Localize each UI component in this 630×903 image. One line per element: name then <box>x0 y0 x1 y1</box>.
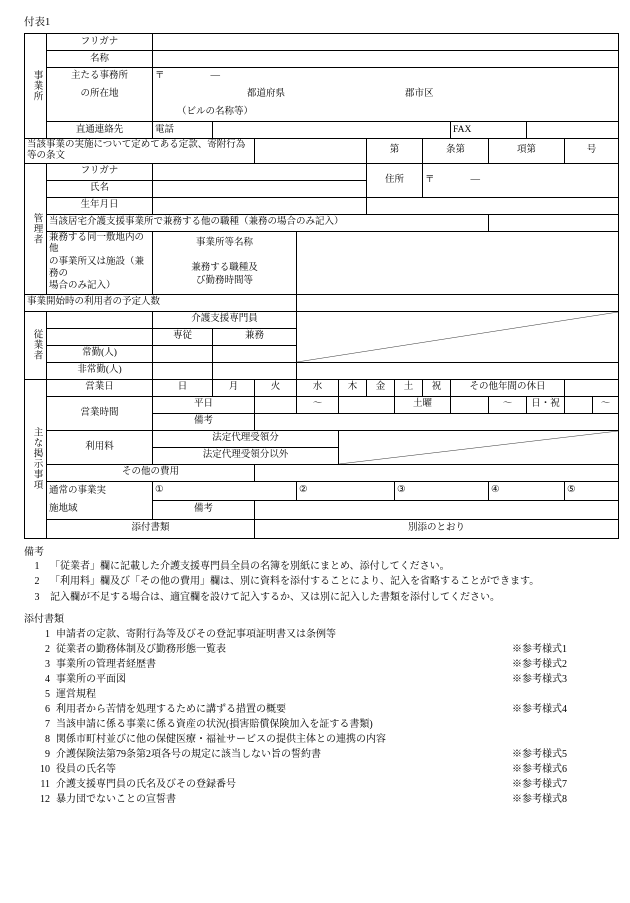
attachment-text: 関係市町村並びに他の保健医療・福祉サービスの提供主体との連携の内容 <box>56 734 386 746</box>
document-label: 付表1 <box>24 17 51 28</box>
attachment-item <box>24 642 612 657</box>
staff-diagonal-area-2 <box>297 362 619 379</box>
attachment-text: 役員の氏名等 <box>56 764 116 776</box>
label-office-tel: 電話 <box>153 122 213 139</box>
label-staff-regular: 常勤(人) <box>47 345 153 362</box>
label-clause-jou: 条第 <box>423 139 489 164</box>
input-weekday-to[interactable] <box>339 396 395 413</box>
label-other-cost: その他の費用 <box>47 464 255 481</box>
label-clause-kou: 項第 <box>489 139 565 164</box>
label-office-fax: FAX <box>451 122 527 139</box>
attachment-number: 12 <box>40 794 50 806</box>
label-saturday-tilde: 〜 <box>489 396 527 413</box>
input-manager-job-hours[interactable] <box>297 256 619 295</box>
remarks-item-text: 「利用料」欄及び「その他の費用」欄は、別に資料を添付することにより、記入を省略することができます。 <box>50 576 540 588</box>
attachment-number: 6 <box>45 704 50 716</box>
remarks-item-number: 1 <box>34 560 40 572</box>
label-sunday: 日・祝 <box>527 396 565 413</box>
postal-mark-icon: 〒 <box>155 71 165 82</box>
attachment-ref <box>512 687 612 702</box>
table-row <box>25 464 619 481</box>
label-fee: 利用料 <box>47 430 153 464</box>
attachment-number: 9 <box>45 749 50 761</box>
postal-dash-manager: — <box>470 174 481 185</box>
label-office-address-line2: の所在地 <box>47 86 153 104</box>
attachment-ref: ※参考様式6 <box>512 764 567 776</box>
attachment-number: 11 <box>40 779 50 791</box>
input-manager-other-job[interactable] <box>489 214 619 231</box>
day-cell-sat[interactable]: 土 <box>395 379 423 396</box>
table-row <box>25 122 619 139</box>
label-office-furigana: フリガナ <box>47 34 153 51</box>
input-manager-name[interactable] <box>153 180 367 197</box>
input-manager-furigana[interactable] <box>153 163 367 180</box>
input-office-furigana[interactable] <box>153 34 619 51</box>
attachment-item <box>24 732 612 747</box>
label-sunday-tilde: 〜 <box>593 396 619 413</box>
day-cell-mon[interactable]: 月 <box>213 379 255 396</box>
label-service-area-1: 通常の事業実 <box>47 481 153 500</box>
input-office-fax[interactable] <box>527 122 619 139</box>
remarks-item <box>24 575 612 589</box>
table-row <box>25 231 619 255</box>
label-weekday-tilde: 〜 <box>297 396 339 413</box>
label-staff-nonregular: 非常勤(人) <box>47 362 153 379</box>
label-attachment-docs: 添付書類 <box>47 519 255 538</box>
label-care-manager: 介護支援専門員 <box>153 311 297 328</box>
attachment-text: 事業所の管理者経歴書 <box>56 659 156 671</box>
input-office-postal[interactable] <box>153 68 619 86</box>
attachment-number: 2 <box>45 644 50 656</box>
label-office-address-spacer <box>47 104 153 122</box>
attachment-text: 介護保険法第79条第2項各号の規定に該当しない旨の誓約書 <box>56 749 321 761</box>
label-office-name: 名称 <box>47 51 153 68</box>
table-row <box>25 104 619 122</box>
table-row <box>25 51 619 68</box>
label-manager-address: 住所 <box>367 163 423 197</box>
label-manager-other-job: 当該居宅介護支援事業所で兼務する他の職種（兼務の場合のみ記入） <box>47 214 489 231</box>
label-business-hours: 営業時間 <box>47 396 153 430</box>
input-area-5[interactable]: ⑤ <box>565 481 619 500</box>
attachment-text: 暴力団でないことの宣誓書 <box>56 794 176 806</box>
attachment-ref <box>512 627 612 642</box>
input-area-4[interactable]: ④ <box>489 481 565 500</box>
label-area-remarks: 備考 <box>153 500 255 519</box>
day-cell-wed[interactable]: 水 <box>297 379 339 396</box>
attachment-text: 事業所の平面図 <box>56 674 126 686</box>
label-manager-same-site-2: の事業所又は施設（兼務の <box>49 256 145 280</box>
attachment-text: 申請者の定款、寄附行為等及びその登記事項証明書又は条例等 <box>56 629 336 641</box>
attachment-item <box>24 747 612 762</box>
attachment-item <box>24 657 612 672</box>
table-row <box>25 362 619 379</box>
attachment-item <box>24 627 612 642</box>
staff-corner-blank <box>47 311 153 328</box>
input-expected-users[interactable] <box>297 294 619 311</box>
table-row <box>25 256 619 295</box>
row-label-manager: 管理者 <box>25 163 47 294</box>
remarks-item-number: 3 <box>34 591 40 603</box>
input-area-remarks[interactable] <box>255 500 619 519</box>
table-row <box>25 430 619 447</box>
input-hours-remarks[interactable] <box>255 413 619 430</box>
input-manager-address-detail[interactable] <box>367 197 619 214</box>
attachments-section <box>24 610 612 807</box>
attachment-number: 7 <box>45 719 50 731</box>
input-staff-nonregular-concurrent[interactable] <box>213 362 297 379</box>
row-label-office: 事業所 <box>25 34 47 139</box>
table-row <box>25 396 619 413</box>
table-row <box>25 294 619 311</box>
attachment-text: 当該申請に係る事業に係る資産の状況(損害賠償保険加入を証する書類) <box>56 719 373 731</box>
input-other-cost[interactable] <box>255 464 619 481</box>
remarks-title: 備考 <box>24 546 44 558</box>
input-saturday-from[interactable] <box>451 396 489 413</box>
attachment-item <box>24 777 612 792</box>
attachment-item <box>24 717 612 732</box>
label-building: （ビルの名称等） <box>177 106 254 117</box>
attachment-ref: ※参考様式1 <box>512 644 567 656</box>
remarks-item-text: 「従業者」欄に記載した介護支援専門員全員の名簿を別紙にまとめ、添付してください。 <box>50 560 450 572</box>
table-row <box>25 86 619 104</box>
label-manager-name: 氏名 <box>47 180 153 197</box>
input-sunday-from[interactable] <box>565 396 593 413</box>
label-staff-concurrent: 兼務 <box>213 328 297 345</box>
table-row <box>25 163 619 180</box>
value-attachment-docs: 別添のとおり <box>255 519 619 538</box>
attachment-number: 10 <box>40 764 50 776</box>
label-city: 郡市区 <box>405 89 434 100</box>
staff-diagonal-area <box>297 311 619 362</box>
label-staff-full: 専従 <box>153 328 213 345</box>
attachment-number: 5 <box>45 689 50 701</box>
label-manager-same-site-1: 兼務する同一敷地内の他 <box>47 231 153 255</box>
attachment-ref: ※参考様式4 <box>512 704 567 716</box>
label-fee-nonlegal: 法定代理受領分以外 <box>153 447 339 464</box>
table-row <box>25 379 619 396</box>
attachments-title: 添付書類 <box>24 614 64 626</box>
label-manager-office-name: 事業所等名称 <box>153 231 297 255</box>
input-staff-regular-full[interactable] <box>153 345 213 362</box>
input-staff-nonregular-full[interactable] <box>153 362 213 379</box>
label-saturday: 土曜 <box>395 396 451 413</box>
staff-corner-blank-2 <box>47 328 153 345</box>
label-service-area-2: 施地域 <box>47 500 153 519</box>
attachment-item <box>24 792 612 807</box>
attachment-ref: ※参考様式3 <box>512 674 567 686</box>
postal-dash: — <box>210 71 221 82</box>
input-office-building[interactable] <box>153 104 619 122</box>
label-manager-job-hours-1: 兼務する職種及 <box>191 263 258 274</box>
attachment-text: 運営規程 <box>56 689 96 701</box>
attachment-item <box>24 702 612 717</box>
label-office-contact: 直通連絡先 <box>47 122 153 139</box>
input-manager-office-name[interactable] <box>297 231 619 255</box>
label-manager-furigana: フリガナ <box>47 163 153 180</box>
input-manager-address[interactable] <box>423 163 619 197</box>
input-office-address-region[interactable] <box>153 86 619 104</box>
attachment-number: 4 <box>45 674 50 686</box>
label-manager-birth: 生年月日 <box>47 197 153 214</box>
label-clause: 当該事業の実施について定めてある定款、寄附行為等の条文 <box>25 139 255 164</box>
input-staff-regular-concurrent[interactable] <box>213 345 297 362</box>
attachment-number: 3 <box>45 659 50 671</box>
attachment-ref <box>512 717 612 732</box>
label-clause-gou: 号 <box>565 139 619 164</box>
label-other-holiday: その他年間の休日 <box>451 379 565 396</box>
table-row <box>25 481 619 500</box>
remarks-item <box>24 560 612 574</box>
attachment-ref: ※参考様式5 <box>512 749 567 761</box>
attachment-number: 8 <box>45 734 50 746</box>
label-hours-remarks: 備考 <box>153 413 255 430</box>
input-weekday-from[interactable] <box>255 396 297 413</box>
input-area-2[interactable]: ② <box>297 481 395 500</box>
input-area-1[interactable]: ① <box>153 481 297 500</box>
label-manager-same-site-rest <box>47 256 153 295</box>
table-row <box>25 197 619 214</box>
attachment-item <box>24 762 612 777</box>
attachment-ref: ※参考様式2 <box>512 659 567 671</box>
table-row <box>25 68 619 86</box>
attachment-item <box>24 687 612 702</box>
input-office-name[interactable] <box>153 51 619 68</box>
table-row <box>25 34 619 51</box>
label-business-days: 営業日 <box>47 379 153 396</box>
fee-diagonal-area[interactable] <box>339 430 619 464</box>
input-office-tel[interactable] <box>213 122 451 139</box>
input-other-holiday[interactable] <box>565 379 619 396</box>
table-row <box>25 214 619 231</box>
input-clause-blank[interactable] <box>255 139 367 164</box>
label-manager-same-site-3: 場合のみ記入） <box>49 281 116 292</box>
attachment-ref <box>512 732 612 747</box>
label-office-address-line1: 主たる事務所 <box>47 68 153 86</box>
day-cell-sun[interactable]: 日 <box>153 379 213 396</box>
remarks-item <box>24 591 612 605</box>
table-row <box>25 139 619 164</box>
remarks-item-number: 2 <box>34 576 40 588</box>
attachment-text: 従業者の勤務体制及び勤務形態一覧表 <box>56 644 226 656</box>
attachment-number: 1 <box>45 629 50 641</box>
attachment-ref: ※参考様式7 <box>512 779 567 791</box>
label-weekday: 平日 <box>153 396 255 413</box>
label-manager-job-hours-2: び勤務時間等 <box>195 275 253 286</box>
day-cell-holiday[interactable]: 祝 <box>423 379 451 396</box>
table-row <box>25 500 619 519</box>
application-form-table <box>24 33 619 539</box>
attachment-ref: ※参考様式8 <box>512 794 567 806</box>
attachment-item <box>24 672 612 687</box>
label-prefecture: 都道府県 <box>246 89 285 100</box>
table-row <box>25 519 619 538</box>
attachment-text: 利用者から苦情を処理するために講ずる措置の概要 <box>56 704 286 716</box>
day-cell-fri[interactable]: 金 <box>367 379 395 396</box>
row-label-staff: 従業者 <box>25 311 47 379</box>
label-fee-legal: 法定代理受領分 <box>153 430 339 447</box>
input-area-3[interactable]: ③ <box>395 481 489 500</box>
attachment-text: 介護支援専門員の氏名及びその登録番号 <box>56 779 236 791</box>
day-cell-tue[interactable]: 火 <box>255 379 297 396</box>
postal-mark-icon-manager: 〒 <box>425 174 435 185</box>
remarks-section <box>24 543 612 605</box>
label-expected-users: 事業開始時の利用者の予定人数 <box>25 294 297 311</box>
row-label-notice: 主な掲示事項 <box>25 379 47 538</box>
label-clause-dai: 第 <box>367 139 423 164</box>
remarks-item-text: 記入欄が不足する場合は、適宜欄を設けて記入するか、又は別に記入した書類を添付してください。 <box>50 591 500 603</box>
label-manager-job-hours <box>153 256 297 295</box>
input-manager-birth[interactable] <box>153 197 367 214</box>
table-row <box>25 311 619 328</box>
day-cell-thu[interactable]: 木 <box>339 379 367 396</box>
